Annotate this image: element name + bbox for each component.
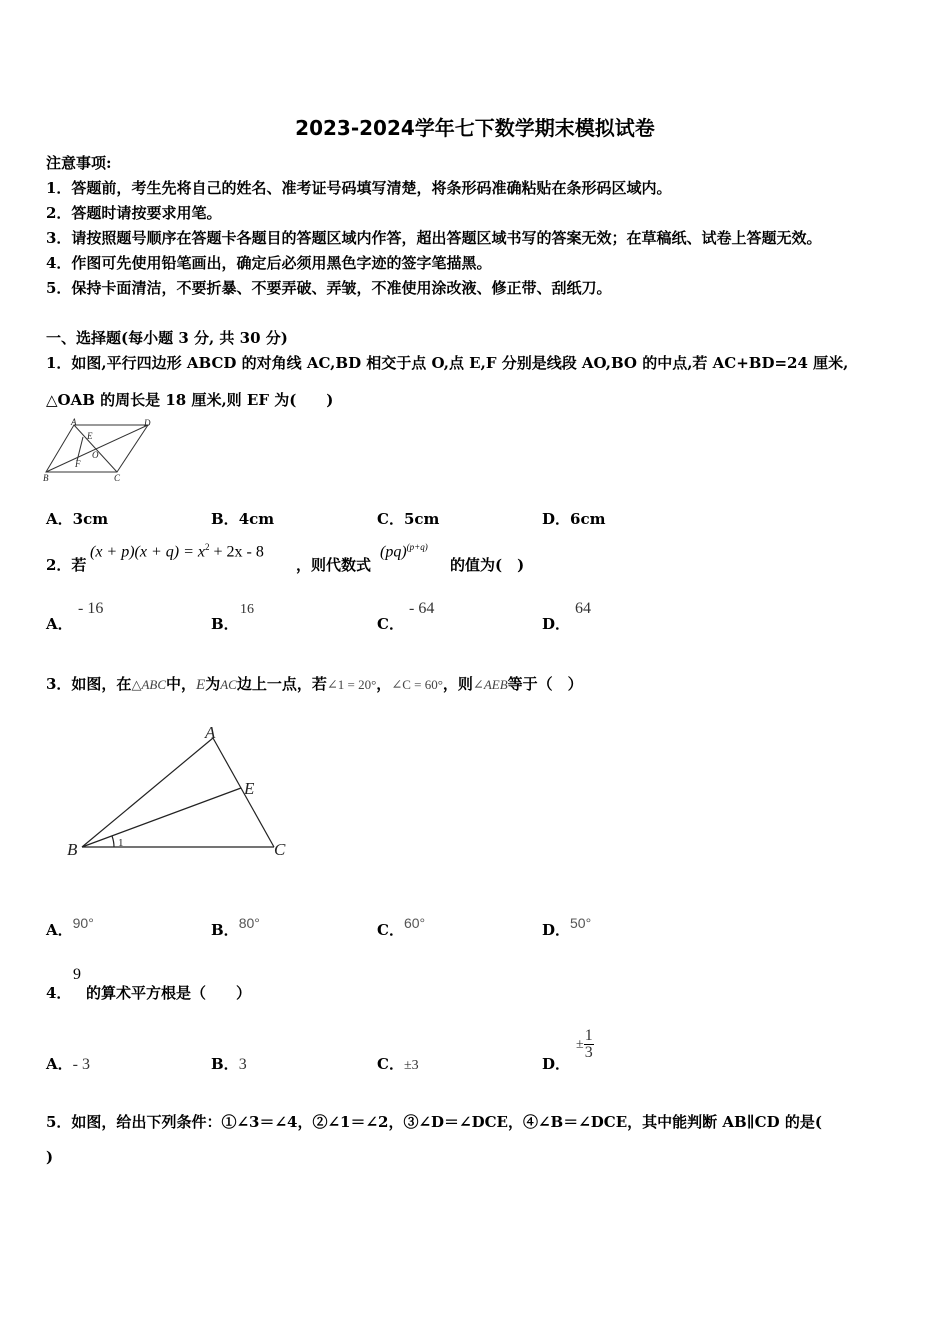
notice-item: 3．请按照题号顺序在答题卡各题目的答题区域内作答，超出答题区域书写的答案无效；在草稿纸、试卷上答题无效。: [46, 229, 822, 247]
q2-option-d-letter[interactable]: D．: [542, 615, 571, 633]
q4-option-d-letter[interactable]: D．: [542, 1055, 571, 1073]
q2-option-a-value: - 16: [78, 600, 104, 617]
fig-label-b: B: [43, 473, 49, 483]
q5-stem-line1: 5．如图，给出下列条件：①∠3＝∠4，②∠1＝∠2，③∠D＝∠DCE，④∠B＝∠DCE，其中能判断 AB∥CD 的是(: [46, 1113, 822, 1131]
q2-option-a-letter[interactable]: A．: [46, 615, 73, 633]
q1-option-d[interactable]: D．6cm: [542, 510, 606, 528]
q2-option-b-letter[interactable]: B．: [211, 615, 239, 633]
q2-mid: ，则代数式: [296, 556, 372, 574]
notice-item: 5．保持卡面清洁，不要折暴、不要弄破、弄皱，不准使用涂改液、修正带、刮纸刀。: [46, 279, 612, 297]
fig-label-a: A: [205, 723, 216, 742]
q2-option-c-value: - 64: [409, 600, 435, 617]
q4-prefix: 4．: [46, 984, 72, 1002]
q2-option-c-letter[interactable]: C．: [377, 615, 404, 633]
fig-label-angle-1: 1: [118, 837, 124, 849]
q1-option-b[interactable]: B．4cm: [211, 510, 275, 528]
q1-stem-line2: △OAB 的周长是 18 厘米,则 EF 为( ): [46, 391, 334, 409]
q4-option-a[interactable]: A．- 3: [46, 1055, 90, 1073]
q1-option-a[interactable]: A．3cm: [46, 510, 109, 528]
q3-option-c[interactable]: C．60°: [377, 915, 426, 939]
notice-heading: 注意事项:: [46, 154, 112, 172]
notice-item: 4．作图可先使用铅笔画出，确定后必须用黑色字迹的签字笔描黑。: [46, 254, 492, 272]
q4-option-c[interactable]: C．±3: [377, 1055, 419, 1073]
notice-item: 1．答题前，考生先将自己的姓名、准考证号码填写清楚，将条形码准确粘贴在条形码区域内。: [46, 179, 672, 197]
q3-stem: 3．如图，在△ABC中，E为AC边上一点，若∠1 = 20°，∠C = 60°，则∠AEB等于（ ）: [46, 675, 583, 693]
q2-formula: $(x + p)(x + q) = x^2 + 2x - 8$: [90, 542, 264, 561]
q2-option-d-value: 64: [575, 600, 591, 617]
q3-option-d[interactable]: D．50°: [542, 915, 592, 939]
fig-label-c: C: [274, 840, 286, 859]
fig-label-c: C: [114, 473, 121, 483]
fig-label-e: E: [244, 779, 255, 798]
q5-stem-line2: ): [46, 1148, 54, 1166]
fig-label-d: D: [144, 418, 151, 428]
fig-label-e: E: [87, 431, 93, 441]
q3-option-b[interactable]: B．80°: [211, 915, 260, 939]
fig-label-o: O: [92, 450, 99, 460]
q1-parallelogram-figure: [42, 418, 157, 484]
q2-expression: (pq)$^{(p+q)}$: [380, 542, 428, 561]
q4-radicand: 9: [73, 966, 81, 983]
q1-option-c[interactable]: C．5cm: [377, 510, 440, 528]
notice-item: 2．答题时请按要求用笔。: [46, 204, 222, 222]
section-heading: 一、选择题(每小题 3 分, 共 30 分): [46, 329, 288, 347]
q3-triangle-figure: [62, 720, 298, 860]
fig-label-b: B: [67, 840, 78, 859]
q2-suffix: 的值为( ): [450, 556, 525, 574]
page-title: 2023-2024学年七下数学期末模拟试卷: [295, 116, 655, 140]
q4-stem: 的算术平方根是（ ）: [86, 984, 252, 1002]
q2-prefix: 2．若: [46, 556, 87, 574]
q1-stem-line1: 1．如图,平行四边形 ABCD 的对角线 AC,BD 相交于点 O,点 E,F 分别是线段 AO,BO 的中点,若 AC+BD=24 厘米,: [46, 354, 849, 372]
q4-option-b[interactable]: B．3: [211, 1055, 247, 1073]
q2-option-b-value: 16: [240, 602, 254, 617]
fig-label-a: A: [71, 418, 77, 427]
fig-label-f: F: [75, 459, 81, 469]
q4-option-d-value: ± $\frac{1}{3}$: [576, 1027, 593, 1061]
q3-option-a[interactable]: A．90°: [46, 915, 94, 939]
